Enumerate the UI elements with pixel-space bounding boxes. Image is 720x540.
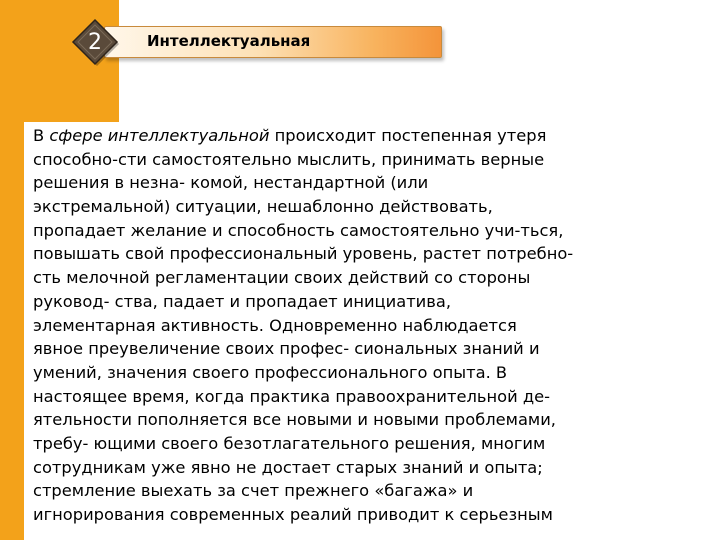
slide-number: 2 [88,30,102,55]
slide-number-badge [70,18,120,68]
intro-text: В [33,126,50,145]
text-line: сотрудникам уже явно не достает старых знаний и опыта; [33,457,543,477]
first-line-text: происходит постепенная утеря [269,126,547,145]
text-line: повышать свой профессиональный уровень, растет потребно- [33,244,574,264]
text-line: игнорирования современных реалий приводит к серьезным [33,505,553,524]
text-line: способно-сти самостоятельно мыслить, принимать верные [33,149,545,169]
body-paragraph [33,124,709,527]
text-line: пропадает желание и способность самостоятельно учи-ться, [33,220,564,240]
text-line: требу- ющими своего безотлагательного решения, многим [33,433,546,453]
text-line: сть мелочной регламентации своих действий со стороны [33,268,531,288]
text-line: умений, значения своего профессионального опыта. В [33,362,508,382]
emphasis-text: сфере интеллектуальной [49,126,270,145]
text-line: экстремальной) ситуации, нешаблонно действовать, [33,197,493,217]
slide-title: Интеллектуальная [147,32,311,50]
text-line: руковод- ства, падает и пропадает инициатива, [33,291,452,311]
text-line: настоящее время, когда практика правоохранительной де- [33,386,550,406]
text-line: стремление выехать за счет прежнего «багажа» и [33,481,474,501]
text-line: элементарная активность. Одновременно наблюдается [33,315,517,335]
text-line: решения в незна- комой, нестандартной (или [33,173,429,193]
text-line [33,124,709,148]
text-line: явное преувеличение своих профес- сиональных знаний и [33,339,540,359]
text-line: ятельности пополняется все новыми и новыми проблемами, [33,410,556,430]
